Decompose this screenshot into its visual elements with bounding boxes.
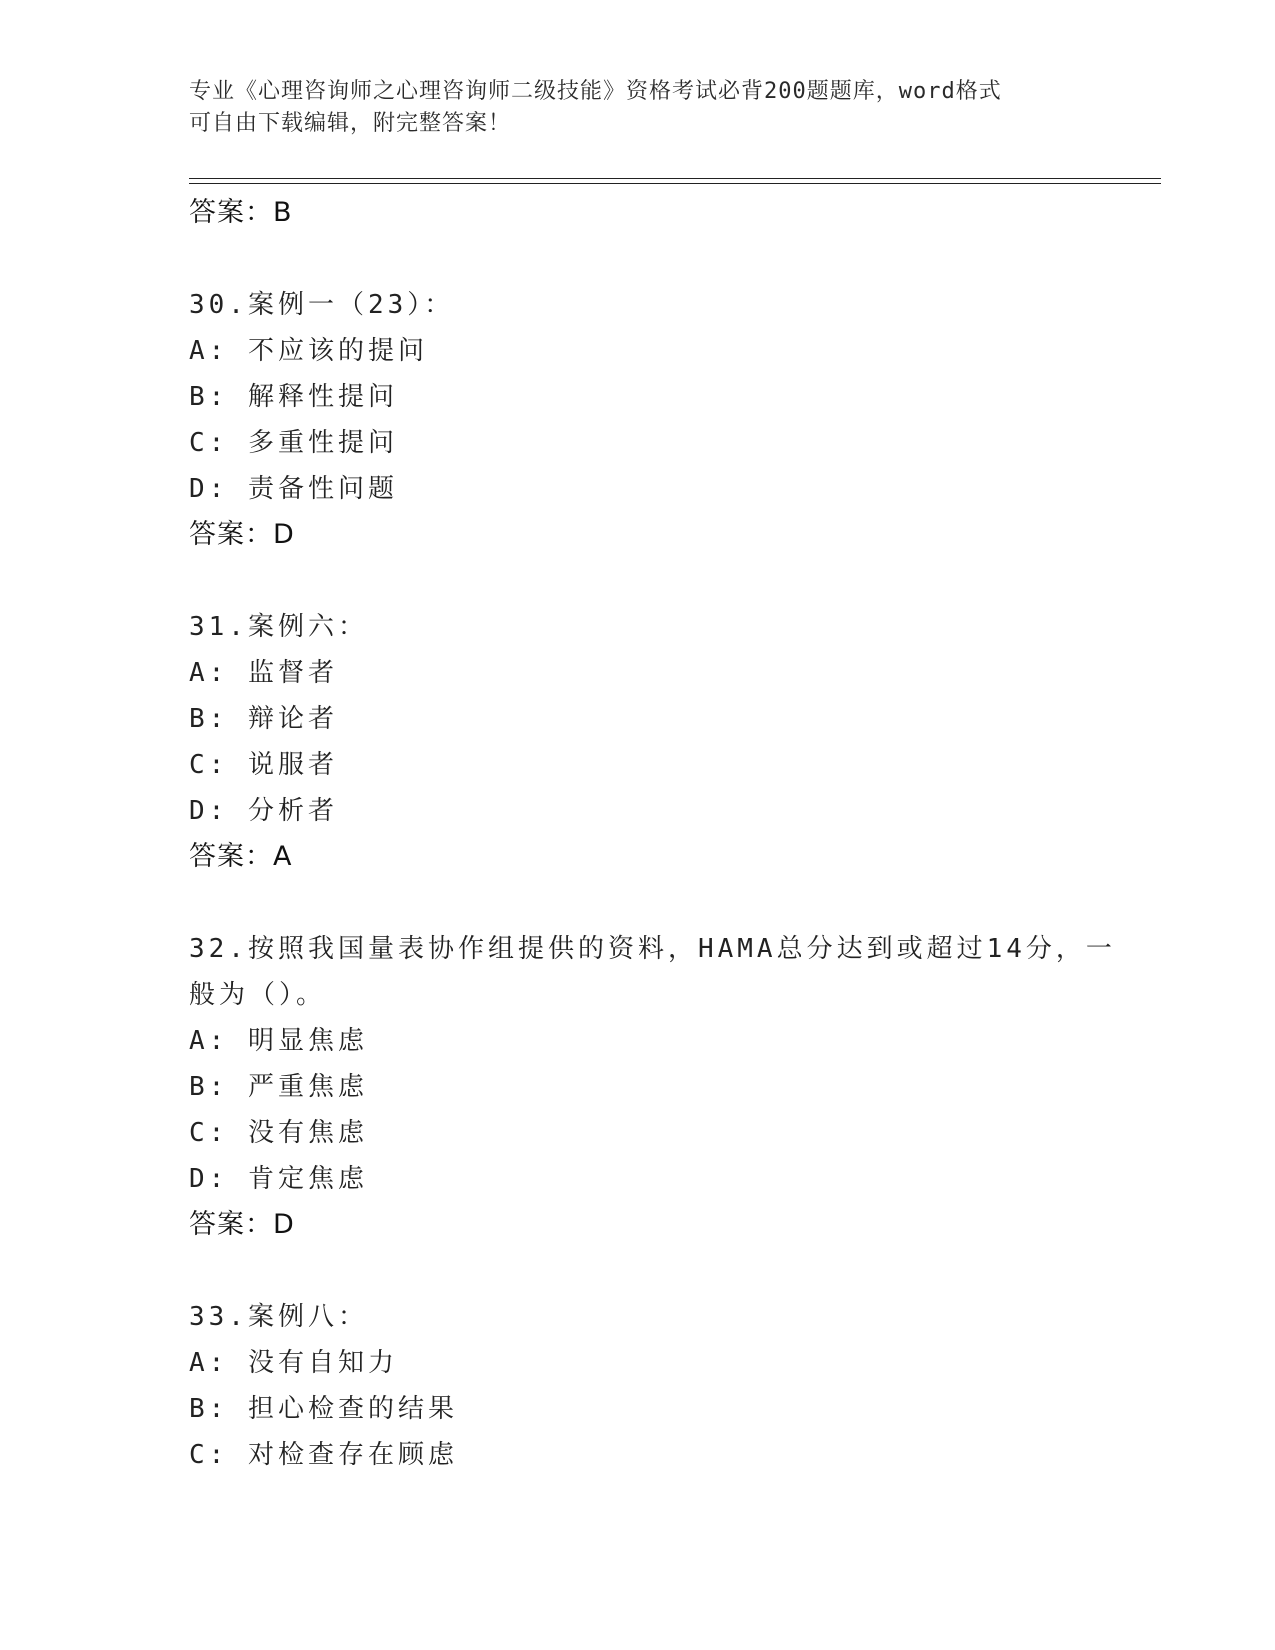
question-stem: 31.案例六： bbox=[189, 612, 368, 642]
option-b: B: 严重焦虑 bbox=[189, 1072, 368, 1102]
option-a: A: 明显焦虑 bbox=[189, 1026, 368, 1056]
question-31 bbox=[189, 604, 1089, 880]
question-stem-continued: 般为（）。 bbox=[189, 980, 327, 1010]
question-stem: 30.案例一（23）： bbox=[189, 290, 455, 320]
option-c: C: 多重性提问 bbox=[189, 428, 398, 458]
option-b: B: 辩论者 bbox=[189, 704, 338, 734]
spacer bbox=[189, 236, 1089, 282]
header-line-2: 可自由下载编辑，附完整答案！ bbox=[189, 111, 512, 136]
question-stem: 33.案例八： bbox=[189, 1302, 368, 1332]
option-c: C: 没有焦虑 bbox=[189, 1118, 368, 1148]
question-32 bbox=[189, 926, 1116, 1248]
spacer bbox=[189, 558, 1089, 604]
answer-line: 答案：D bbox=[189, 519, 295, 550]
option-c: C: 说服者 bbox=[189, 750, 338, 780]
answer-line: 答案：A bbox=[189, 841, 293, 872]
document-header bbox=[189, 76, 1089, 140]
option-d: D: 分析者 bbox=[189, 796, 338, 826]
option-b: B: 解释性提问 bbox=[189, 382, 398, 412]
header-divider-bottom bbox=[189, 183, 1161, 184]
spacer bbox=[189, 1248, 1089, 1294]
option-a: A: 没有自知力 bbox=[189, 1348, 398, 1378]
question-33 bbox=[189, 1294, 1089, 1478]
option-b: B: 担心检查的结果 bbox=[189, 1394, 458, 1424]
option-a: A: 不应该的提问 bbox=[189, 336, 428, 366]
option-a: A: 监督者 bbox=[189, 658, 338, 688]
question-stem: 32.按照我国量表协作组提供的资料，HAMA总分达到或超过14分，一 bbox=[189, 934, 1116, 964]
header-line-1: 专业《心理咨询师之心理咨询师二级技能》资格考试必背200题题库，word格式 bbox=[189, 79, 1002, 104]
answer-line: 答案：B bbox=[189, 197, 293, 228]
option-d: D: 责备性问题 bbox=[189, 474, 398, 504]
option-d: D: 肯定焦虑 bbox=[189, 1164, 368, 1194]
question-list bbox=[189, 190, 1116, 1478]
header-divider-top bbox=[189, 178, 1161, 179]
spacer bbox=[189, 880, 1089, 926]
question-30 bbox=[189, 282, 1089, 558]
option-c: C: 对检查存在顾虑 bbox=[189, 1440, 458, 1470]
answer-line: 答案：D bbox=[189, 1209, 295, 1240]
